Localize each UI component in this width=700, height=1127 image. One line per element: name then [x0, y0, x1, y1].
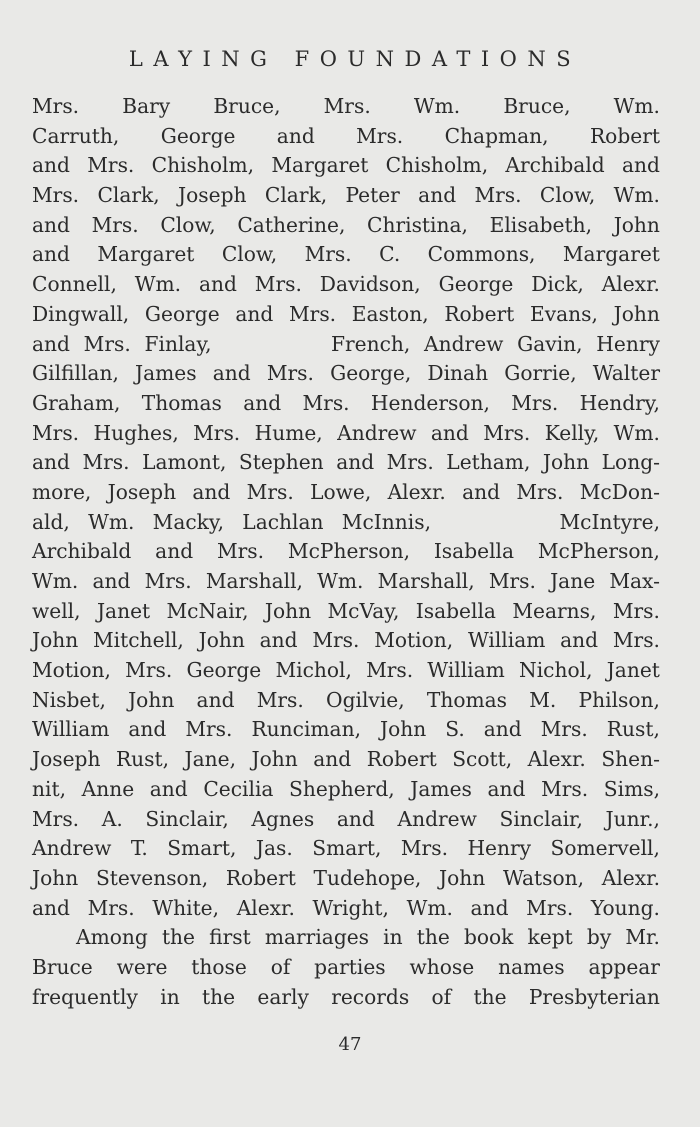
word: Andrew [424, 331, 504, 356]
word: George [438, 272, 514, 297]
word: Letham, [446, 450, 531, 475]
word: and [560, 628, 599, 653]
word: Mrs. [400, 836, 448, 861]
word: Walter [592, 361, 660, 386]
word: Davidson, [319, 272, 421, 297]
word: George [186, 658, 262, 683]
word: Hendry, [579, 390, 660, 415]
word: Mrs. [474, 183, 522, 208]
word: Connell, [32, 272, 117, 297]
word: Isabella [433, 539, 515, 564]
word: parties [314, 954, 386, 979]
word: Wm. [613, 420, 660, 445]
word: Wm. [413, 94, 461, 118]
word: Finlay, [144, 331, 212, 356]
word: Margaret [271, 153, 369, 178]
word: McPherson, [537, 539, 660, 564]
word: Joseph [107, 479, 177, 504]
word: Lachlan [242, 509, 324, 534]
word: George [144, 301, 220, 326]
word: John [128, 687, 175, 712]
word: William [32, 717, 110, 742]
word: Peter [345, 183, 400, 208]
word: Cecilia [203, 776, 274, 801]
word: A. [101, 806, 123, 831]
word: and [32, 212, 70, 237]
word: Andrew [337, 420, 417, 445]
word: Wm. [613, 94, 660, 118]
word: Mrs. [526, 895, 574, 920]
word: John [198, 628, 245, 653]
word: and [243, 390, 282, 415]
word: Mearns, [512, 598, 597, 623]
word: Stevenson, [95, 865, 209, 890]
word: Alexr. [527, 747, 586, 772]
word: Mrs. [256, 687, 304, 712]
word: Kelly, [544, 420, 600, 445]
word: and [259, 628, 298, 653]
text-line [32, 389, 660, 419]
word: John [439, 865, 486, 890]
word: Henderson, [370, 390, 490, 415]
word: Wm. [32, 569, 79, 593]
word: Tudehope, [313, 865, 422, 890]
word: book [463, 925, 514, 950]
word: Mrs. [87, 895, 135, 920]
word: John [264, 598, 312, 623]
word: John [380, 717, 427, 742]
word: Lowe, [310, 479, 372, 504]
word: Max- [609, 569, 660, 593]
text-line [32, 240, 660, 270]
text-line [32, 567, 660, 597]
word: the [416, 925, 450, 950]
word: Isabella [415, 598, 496, 623]
body-text [32, 92, 660, 1012]
word: George [160, 123, 236, 148]
word: Nisbet, [32, 687, 106, 712]
text-line [32, 478, 660, 508]
word: Mrs. [82, 450, 130, 475]
word: John [613, 212, 660, 237]
word: Alexr. [387, 479, 446, 504]
word: and [128, 717, 167, 742]
text-line [32, 122, 660, 152]
word: Mrs. [540, 717, 588, 742]
text-line [32, 834, 660, 864]
word: McVay, [327, 598, 400, 623]
text-line [32, 686, 660, 716]
word: Presbyterian [528, 984, 660, 1009]
word: Michol, [275, 658, 352, 683]
text-line [32, 775, 660, 805]
word: Chisholm, [151, 153, 255, 178]
word: C. [379, 242, 401, 267]
word: Clark, [97, 183, 160, 208]
running-head: LAYING FOUNDATIONS [128, 47, 582, 71]
word: Mrs. [266, 361, 314, 386]
word: were [116, 954, 168, 979]
word: Mitchell, [93, 628, 184, 653]
word: Gavin, [517, 331, 583, 356]
word: White, [152, 895, 220, 920]
word: Mrs. [612, 628, 660, 653]
word: and [418, 183, 457, 208]
text-line [32, 864, 660, 894]
word: Chapman, [444, 123, 549, 148]
word: Wm. [406, 895, 453, 920]
word: Mrs. [246, 479, 294, 504]
word: Janet [96, 598, 151, 623]
word: and [32, 153, 70, 178]
text-line [32, 894, 660, 924]
word: S. [445, 717, 465, 742]
word: Rust, [606, 717, 660, 742]
word: John [542, 450, 590, 475]
word: names [498, 954, 565, 979]
word: Dick, [531, 272, 584, 297]
word: appear [588, 954, 660, 979]
word: Archibald [505, 153, 605, 178]
text-line [32, 211, 660, 241]
word: Dinah [427, 361, 489, 386]
text-line [32, 181, 660, 211]
word: and [483, 717, 522, 742]
word: John [32, 628, 79, 653]
word: Henry [596, 331, 660, 356]
word: French, [331, 331, 411, 356]
word: Mrs. [323, 94, 371, 118]
word: and [32, 895, 70, 920]
word: Mrs. [366, 658, 414, 683]
word: Wm. [134, 272, 182, 297]
text-line [32, 805, 660, 835]
word: McDon- [579, 479, 660, 504]
word: kept [527, 925, 573, 950]
word: in [160, 984, 180, 1009]
word: Mrs. [541, 776, 589, 801]
text-line [32, 656, 660, 686]
word: of [270, 954, 291, 979]
text-line [32, 270, 660, 300]
word: first [209, 925, 251, 950]
word: Jas. [255, 836, 293, 861]
word: Clow, [221, 242, 278, 267]
word: and [149, 776, 188, 801]
text-line [32, 448, 660, 478]
word: and [155, 539, 194, 564]
word: James [135, 361, 197, 386]
word: Clark, [264, 183, 328, 208]
word: and [276, 123, 315, 148]
text-line [32, 92, 660, 122]
word: Mrs. [32, 806, 80, 831]
word: Mrs. [32, 94, 80, 118]
word: Commons, [427, 242, 536, 267]
text-line [32, 537, 660, 567]
word: Hughes, [93, 420, 179, 445]
word: William [427, 658, 505, 683]
word: and [336, 450, 375, 475]
word: well, [32, 598, 81, 623]
text-line [32, 359, 660, 389]
word: Archibald [32, 539, 132, 564]
word: and [32, 242, 70, 267]
word: Dingwall, [32, 301, 130, 326]
word: Robert [225, 865, 296, 890]
word: Mrs. [516, 479, 564, 504]
word: John [32, 865, 79, 890]
word: Catherine, [237, 212, 346, 237]
word: Bary [122, 94, 171, 118]
word: Sims, [603, 776, 660, 801]
word: Andrew [397, 806, 477, 831]
word: whose [409, 954, 475, 979]
word: Clow, [160, 212, 216, 237]
word: and [32, 450, 70, 475]
word: Wm. [317, 569, 364, 593]
word: McPherson, [287, 539, 410, 564]
text-line [32, 715, 660, 745]
word: Shen- [601, 747, 660, 772]
word: Alexr. [236, 895, 295, 920]
word: Mrs. [216, 539, 265, 564]
text-line [32, 953, 660, 983]
word: Long- [601, 450, 660, 475]
word: and [313, 747, 352, 772]
word: Easton, [351, 301, 429, 326]
word: Elisabeth, [489, 212, 593, 237]
word: and [32, 331, 70, 356]
word: and [336, 806, 375, 831]
word: Evans, [530, 301, 598, 326]
word: by [586, 925, 612, 950]
word: Henry [467, 836, 532, 861]
word: marriages [264, 925, 370, 950]
text-line [32, 508, 660, 538]
word: and [198, 272, 237, 297]
word: McInnis, [341, 509, 431, 534]
word: Motion, [374, 628, 454, 653]
word: Bruce, [503, 94, 571, 118]
word: and [622, 153, 660, 178]
word: M. [529, 687, 557, 712]
word: Agnes [251, 806, 315, 831]
text-line [32, 300, 660, 330]
word: T. [130, 836, 148, 861]
text-line [32, 923, 660, 953]
word: Sinclair, [499, 806, 583, 831]
text-line [32, 597, 660, 627]
word: Bruce [32, 954, 93, 979]
word: Anne [81, 776, 135, 801]
word: Alexr. [601, 272, 660, 297]
word: and [462, 479, 501, 504]
word: those [191, 954, 247, 979]
word: and [212, 361, 251, 386]
word: Wright, [312, 895, 389, 920]
word: Jane [550, 569, 596, 593]
word: Robert [444, 301, 515, 326]
word: Mrs. [302, 390, 350, 415]
word: frequently [32, 984, 138, 1009]
word: Clow, [539, 183, 596, 208]
word: Christina, [367, 212, 468, 237]
word: Janet [606, 658, 660, 683]
word: more, [32, 479, 92, 504]
word: Watson, [502, 865, 585, 890]
word: records [331, 984, 410, 1009]
word: Mr. [625, 925, 660, 950]
text-line [32, 983, 660, 1013]
word: Sinclair, [145, 806, 229, 831]
word: Smart, [167, 836, 237, 861]
word: Macky, [152, 509, 225, 534]
word: Margaret [562, 242, 660, 267]
word: Smart, [312, 836, 382, 861]
text-line [32, 626, 660, 656]
word: Gilfillan, [32, 361, 119, 386]
word: John [251, 747, 298, 772]
word: Junr., [605, 806, 660, 831]
word: the [202, 984, 236, 1009]
word: Mrs. [483, 420, 531, 445]
word: Mrs. [32, 420, 80, 445]
word: and [192, 479, 231, 504]
word: Andrew [32, 836, 112, 861]
word: Mrs. [356, 123, 404, 148]
word: Philson, [578, 687, 660, 712]
word: Mrs. [254, 272, 302, 297]
word: Chisholm, [385, 153, 489, 178]
word: Mrs. [125, 658, 173, 683]
word: Mrs. [612, 598, 660, 623]
word: and [92, 569, 131, 593]
page-number: 47 [338, 1034, 362, 1055]
word: Robert [366, 747, 437, 772]
word: Jane, [184, 747, 237, 772]
word: and [235, 301, 274, 326]
word: Marshall, [205, 569, 303, 593]
word: Alexr. [601, 865, 660, 890]
word: William [467, 628, 546, 653]
word: Scott, [452, 747, 513, 772]
word: Wm. [613, 183, 660, 208]
word: the [161, 925, 195, 950]
word: McIntyre, [559, 509, 660, 534]
word: James [410, 776, 472, 801]
word: in [383, 925, 403, 950]
word: Mrs. [185, 717, 233, 742]
word: Mrs. [91, 212, 139, 237]
word: Stephen [238, 450, 324, 475]
text-line [32, 419, 660, 449]
word: nit, [32, 776, 66, 801]
word: Joseph [178, 183, 247, 208]
word: Rust, [115, 747, 170, 772]
word: Thomas [141, 390, 222, 415]
word: and [470, 895, 509, 920]
word: Marshall, [377, 569, 475, 593]
word: Robert [589, 123, 660, 148]
word: Mrs. [488, 569, 536, 593]
word: of [431, 984, 452, 1009]
word: Wm. [88, 509, 135, 534]
word: Thomas [426, 687, 508, 712]
word: Among [76, 925, 148, 950]
word: Bruce, [213, 94, 281, 118]
word: and [430, 420, 469, 445]
word: Mrs. [304, 242, 352, 267]
word: Mrs. [289, 301, 337, 326]
word: the [473, 984, 507, 1009]
word: Mrs. [83, 331, 131, 356]
word: Young. [590, 895, 660, 920]
word: Margaret [97, 242, 195, 267]
word: Joseph [32, 747, 101, 772]
word: Runciman, [251, 717, 362, 742]
word: and [196, 687, 235, 712]
word: Mrs. [312, 628, 360, 653]
word: Somervell, [550, 836, 660, 861]
text-line [32, 330, 660, 360]
word: Carruth, [32, 123, 120, 148]
word: Mrs. [144, 569, 192, 593]
word: Gorrie, [504, 361, 577, 386]
text-line [32, 151, 660, 181]
text-line [32, 745, 660, 775]
word: Mrs. [511, 390, 559, 415]
word: Graham, [32, 390, 121, 415]
word: Motion, [32, 658, 111, 683]
word: Lamont, [142, 450, 227, 475]
word: Nichol, [519, 658, 593, 683]
word: Shepherd, [289, 776, 395, 801]
word: ald, [32, 509, 70, 534]
word: George, [330, 361, 412, 386]
word: John [613, 301, 660, 326]
word: Hume, [254, 420, 323, 445]
word: Mrs. [32, 183, 80, 208]
word: Mrs. [87, 153, 135, 178]
word: Mrs. [193, 420, 241, 445]
word: Mrs. [386, 450, 434, 475]
word: early [257, 984, 309, 1009]
word: and [487, 776, 526, 801]
word: Ogilvie, [326, 687, 405, 712]
word: McNair, [166, 598, 249, 623]
